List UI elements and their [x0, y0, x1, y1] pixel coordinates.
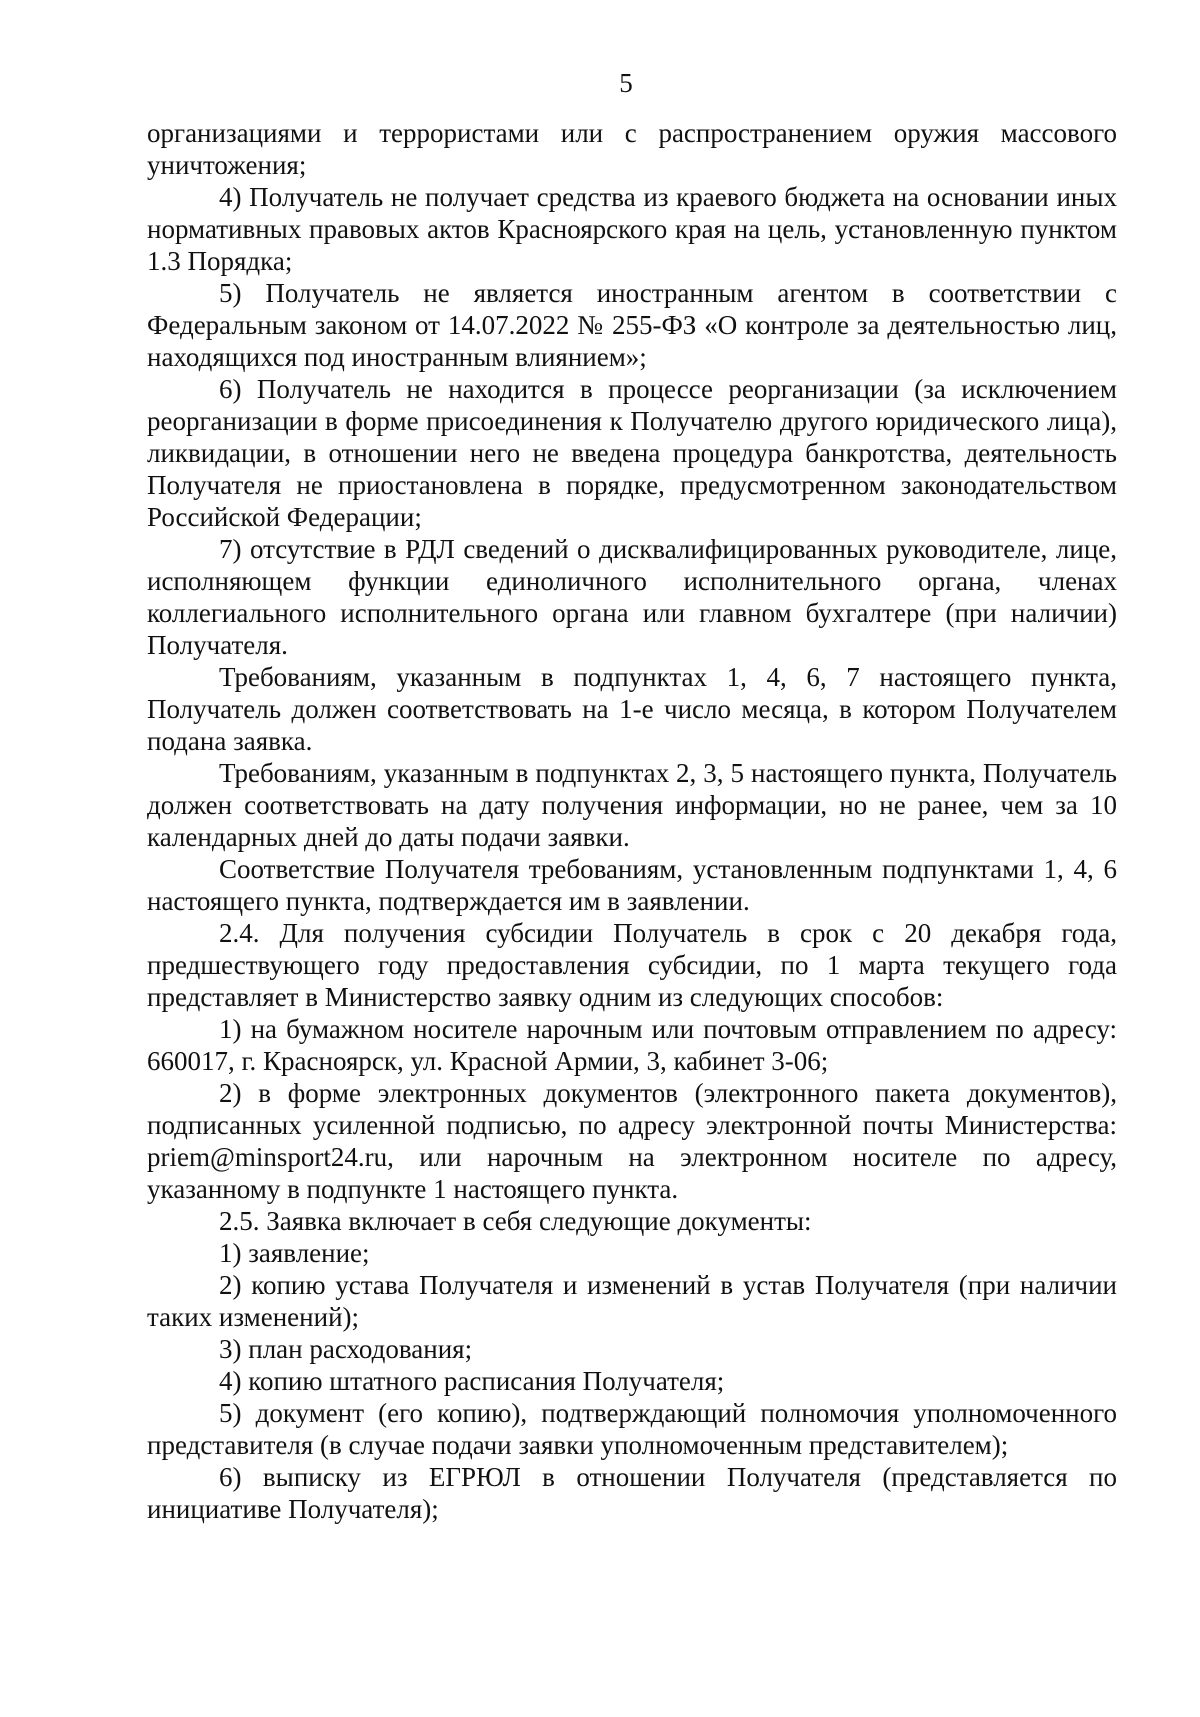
document-body [147, 117, 1117, 1525]
paragraph-method-2: 2) в форме электронных документов (электронного пакета документов), подписанных усиленной подписью, по адресу электронной почты Министерства: priem@minsport24.ru, или нарочным на электронном носителе по адресу, указанному в подпункте 1 настоящего пункта. [147, 1078, 1117, 1204]
paragraph-section-2-5: 2.5. Заявка включает в себя следующие документы: [219, 1206, 812, 1236]
paragraph-doc-4: 4) копию штатного расписания Получателя; [219, 1366, 725, 1396]
paragraph-doc-1: 1) заявление; [219, 1238, 370, 1268]
paragraph-requirements-1467: Требованиям, указанным в подпунктах 1, 4, 6, 7 настоящего пункта, Получатель должен соответствовать на 1-е число месяца, в котором Получателем подана заявка. [147, 662, 1117, 756]
paragraph-method-1: 1) на бумажном носителе нарочным или почтовым отправлением по адресу: 660017, г. Красноярск, ул. Красной Армии, 3, кабинет 3-06; [147, 1014, 1117, 1076]
paragraph-item-4: 4) Получатель не получает средства из краевого бюджета на основании иных нормативных правовых актов Красноярского края на цель, установленную пунктом 1.3 Порядка; [147, 182, 1117, 276]
paragraph-doc-5: 5) документ (его копию), подтверждающий полномочия уполномоченного представителя (в случае подачи заявки уполномоченным представителем); [147, 1398, 1117, 1460]
paragraph-compliance: Соответствие Получателя требованиям, установленным подпунктами 1, 4, 6 настоящего пункта, подтверждается им в заявлении. [147, 854, 1117, 916]
paragraph-section-2-4: 2.4. Для получения субсидии Получатель в срок с 20 декабря года, предшествующего году предоставления субсидии, по 1 марта текущего года представляет в Министерство заявку одним из следующих способов: [147, 918, 1117, 1012]
paragraph-item-6: 6) Получатель не находится в процессе реорганизации (за исключением реорганизации в форме присоединения к Получателю другого юридического лица), ликвидации, в отношении него не введена процедура банкротства, деятельность Получателя не приостановлена в порядке, предусмотренном законодательством Российской Федерации; [147, 374, 1117, 532]
page-number: 5 [619, 68, 633, 98]
paragraph-doc-2: 2) копию устава Получателя и изменений в устав Получателя (при наличии таких изменений); [147, 1270, 1117, 1332]
paragraph-requirements-235: Требованиям, указанным в подпунктах 2, 3, 5 настоящего пункта, Получатель должен соответствовать на дату получения информации, но не ранее, чем за 10 календарных дней до даты подачи заявки. [147, 758, 1117, 852]
paragraph-item-5: 5) Получатель не является иностранным агентом в соответствии с Федеральным законом от 14.07.2022 № 255-ФЗ «О контроле за деятельностью лиц, находящихся под иностранным влиянием»; [147, 278, 1117, 372]
paragraph-doc-3: 3) план расходования; [219, 1334, 473, 1364]
paragraph-doc-6: 6) выписку из ЕГРЮЛ в отношении Получателя (представляется по инициативе Получателя); [147, 1462, 1117, 1524]
paragraph-continuation: организациями и террористами или с распространением оружия массового уничтожения; [147, 118, 1117, 180]
paragraph-item-7: 7) отсутствие в РДЛ сведений о дисквалифицированных руководителе, лице, исполняющем функции единоличного исполнительного органа, членах коллегиального исполнительного органа или главном бухгалтере (при наличии) Получателя. [147, 534, 1117, 660]
